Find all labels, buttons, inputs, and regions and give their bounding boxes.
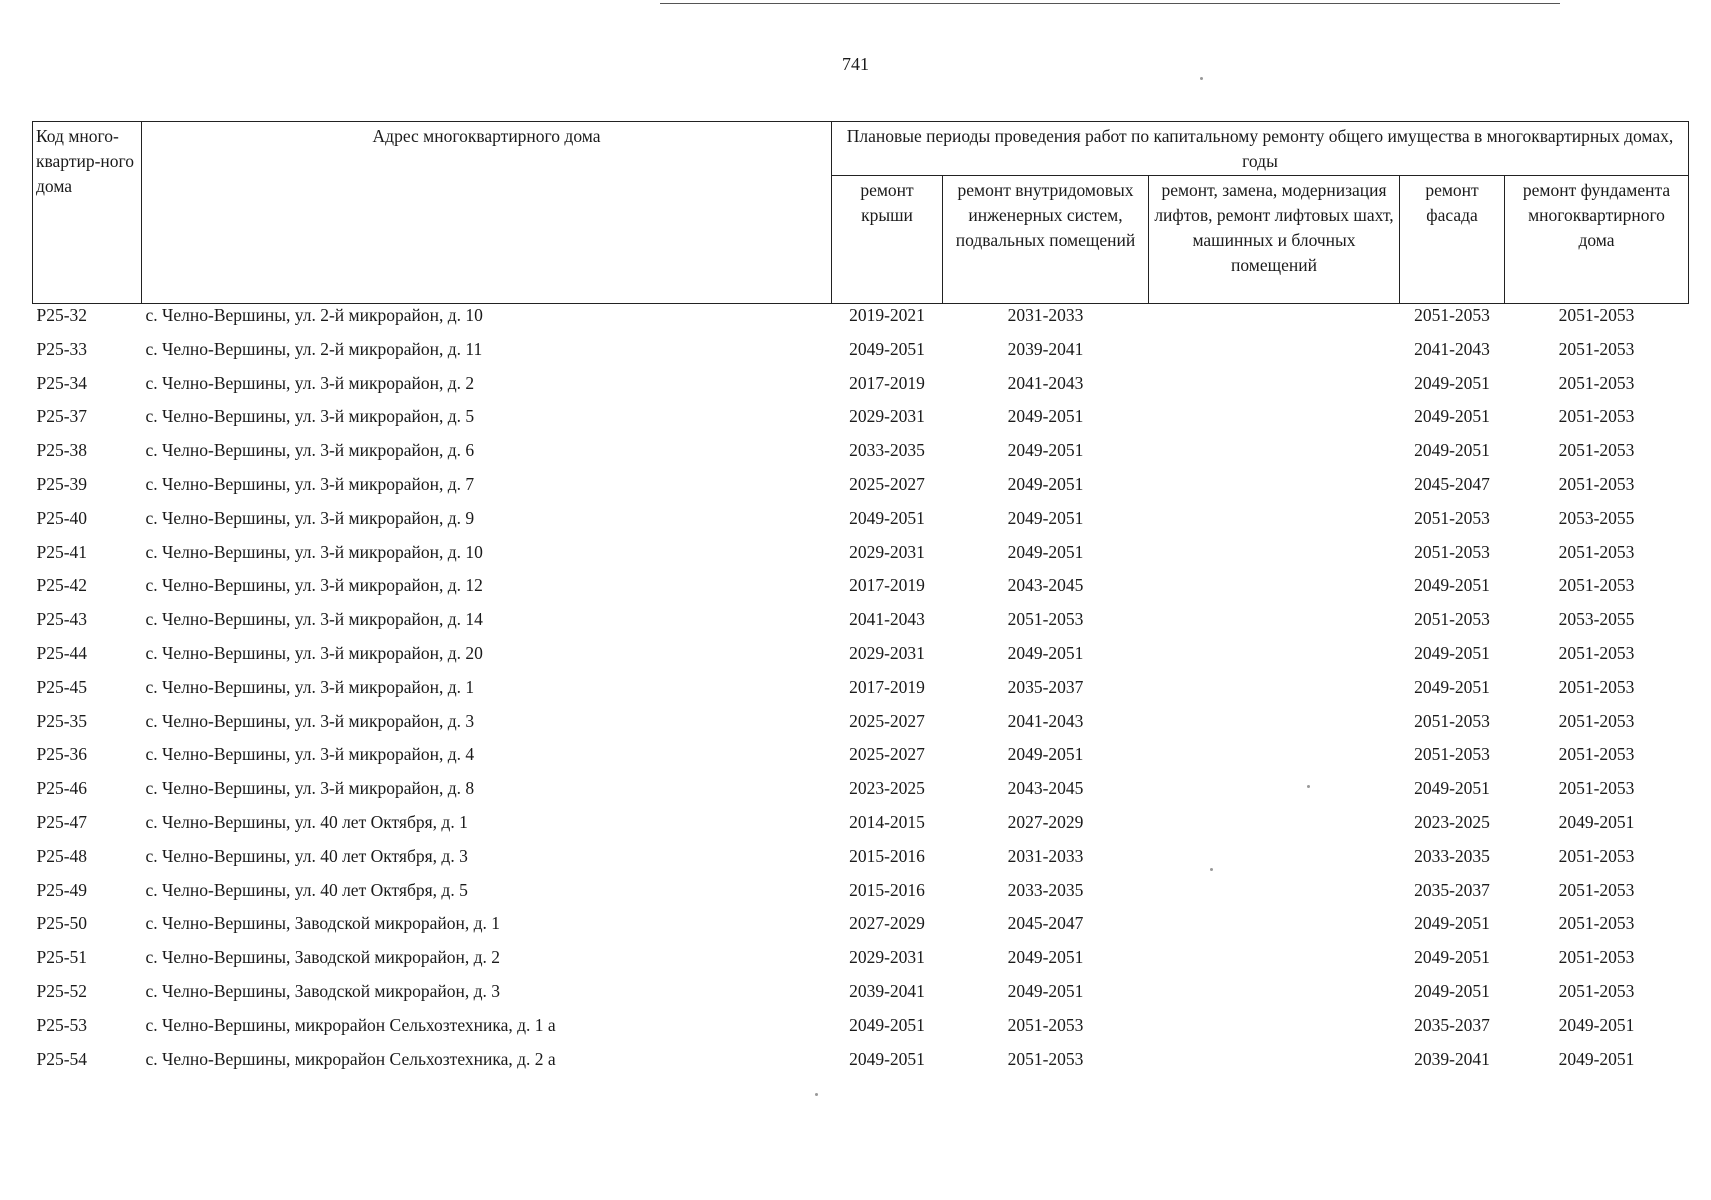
table-row [33, 340, 1689, 374]
engineering-period: 2041-2043 [1007, 710, 1084, 731]
roof-period: 2023-2025 [849, 778, 925, 799]
house-address: с. Челно-Вершины, микрорайон Сельхозтехника, д. 2 а [145, 1048, 556, 1069]
roof-period: 2017-2019 [849, 575, 925, 596]
house-code: Р25-35 [36, 710, 88, 731]
facade-period: 2023-2025 [1414, 811, 1490, 832]
elevator-period [1149, 678, 1400, 712]
table-row [33, 982, 1689, 1016]
engineering-period: 2049-2051 [1007, 541, 1084, 562]
house-code: Р25-33 [36, 338, 88, 359]
foundation-period: 2051-2053 [1558, 980, 1635, 1001]
roof-period: 2049-2051 [849, 1014, 925, 1035]
facade-period: 2049-2051 [1414, 642, 1490, 663]
house-code: Р25-41 [36, 541, 88, 562]
table-row [33, 407, 1689, 441]
foundation-period: 2049-2051 [1558, 1014, 1635, 1035]
engineering-period: 2051-2053 [1007, 609, 1084, 630]
table-row [33, 847, 1689, 881]
elevator-period [1149, 509, 1400, 543]
facade-period: 2049-2051 [1414, 947, 1490, 968]
engineering-period: 2039-2041 [1007, 338, 1084, 359]
facade-period: 2041-2043 [1414, 338, 1490, 359]
foundation-period: 2051-2053 [1558, 338, 1635, 359]
elevator-period [1149, 475, 1400, 509]
house-code: Р25-42 [36, 575, 88, 596]
house-code: Р25-44 [36, 642, 88, 663]
house-code: Р25-43 [36, 609, 88, 630]
house-code: Р25-53 [36, 1014, 88, 1035]
house-code: Р25-47 [36, 811, 88, 832]
foundation-period: 2053-2055 [1558, 507, 1635, 528]
facade-period: 2049-2051 [1414, 440, 1490, 461]
house-address: с. Челно-Вершины, ул. 3-й микрорайон, д. 8 [145, 778, 475, 799]
scan-speck [1210, 868, 1213, 871]
facade-period: 2033-2035 [1414, 845, 1490, 866]
facade-period: 2039-2041 [1414, 1048, 1490, 1069]
roof-period: 2027-2029 [849, 913, 925, 934]
facade-period: 2049-2051 [1414, 980, 1490, 1001]
elevator-period [1149, 1016, 1400, 1050]
elevator-period [1149, 881, 1400, 915]
roof-period: 2049-2051 [849, 507, 925, 528]
scan-speck [815, 1093, 818, 1096]
engineering-period: 2031-2033 [1007, 845, 1084, 866]
table-row [33, 1016, 1689, 1050]
engineering-period: 2049-2051 [1007, 440, 1084, 461]
facade-period: 2049-2051 [1414, 372, 1490, 393]
table-row [33, 576, 1689, 610]
facade-period: 2049-2051 [1414, 406, 1490, 427]
engineering-period: 2035-2037 [1007, 676, 1084, 697]
header-facade-repair: ремонт фасада [1400, 176, 1505, 304]
roof-period: 2025-2027 [849, 744, 925, 765]
engineering-period: 2045-2047 [1007, 913, 1084, 934]
foundation-period: 2051-2053 [1558, 406, 1635, 427]
house-address: с. Челно-Вершины, ул. 3-й микрорайон, д. 3 [145, 710, 475, 731]
house-code: Р25-39 [36, 473, 88, 494]
scan-speck [1307, 785, 1310, 788]
foundation-period: 2051-2053 [1558, 710, 1635, 731]
engineering-period: 2049-2051 [1007, 744, 1084, 765]
house-code: Р25-36 [36, 744, 88, 765]
table-row [33, 813, 1689, 847]
roof-period: 2049-2051 [849, 338, 925, 359]
engineering-period: 2043-2045 [1007, 778, 1084, 799]
roof-period: 2029-2031 [849, 406, 925, 427]
house-address: с. Челно-Вершины, Заводской микрорайон, д. 1 [145, 913, 501, 934]
header-engineering-repair: ремонт внутридомовых инженерных систем, подвальных помещений [943, 176, 1149, 304]
roof-period: 2025-2027 [849, 710, 925, 731]
foundation-period: 2051-2053 [1558, 372, 1635, 393]
elevator-period [1149, 813, 1400, 847]
elevator-period [1149, 543, 1400, 577]
house-code: Р25-54 [36, 1048, 88, 1069]
house-code: Р25-46 [36, 778, 88, 799]
foundation-period: 2051-2053 [1558, 305, 1635, 325]
header-house-code: Код много-квартир-ного дома [33, 122, 142, 304]
facade-period: 2051-2053 [1414, 609, 1490, 630]
house-address: с. Челно-Вершины, микрорайон Сельхозтехника, д. 1 а [145, 1014, 556, 1035]
engineering-period: 2049-2051 [1007, 980, 1084, 1001]
elevator-period [1149, 374, 1400, 408]
house-code: Р25-38 [36, 440, 88, 461]
house-address: с. Челно-Вершины, ул. 3-й микрорайон, д. 12 [145, 575, 483, 596]
table-row [33, 712, 1689, 746]
roof-period: 2015-2016 [849, 879, 925, 900]
header-roof-repair: ремонт крыши [832, 176, 943, 304]
table-row [33, 543, 1689, 577]
house-code: Р25-49 [36, 879, 88, 900]
roof-period: 2017-2019 [849, 372, 925, 393]
engineering-period: 2049-2051 [1007, 642, 1084, 663]
elevator-period [1149, 644, 1400, 678]
engineering-period: 2049-2051 [1007, 947, 1084, 968]
elevator-period [1149, 914, 1400, 948]
facade-period: 2049-2051 [1414, 778, 1490, 799]
elevator-period [1149, 712, 1400, 746]
facade-period: 2051-2053 [1414, 710, 1490, 731]
house-address: с. Челно-Вершины, ул. 3-й микрорайон, д. 5 [145, 406, 475, 427]
foundation-period: 2051-2053 [1558, 440, 1635, 461]
house-address: с. Челно-Вершины, Заводской микрорайон, д. 2 [145, 947, 501, 968]
facade-period: 2035-2037 [1414, 1014, 1490, 1035]
house-address: с. Челно-Вершины, ул. 3-й микрорайон, д. 2 [145, 372, 475, 393]
house-code: Р25-48 [36, 845, 88, 866]
elevator-period [1149, 304, 1400, 340]
house-code: Р25-45 [36, 676, 88, 697]
roof-period: 2025-2027 [849, 473, 925, 494]
table-row [33, 441, 1689, 475]
foundation-period: 2051-2053 [1558, 778, 1635, 799]
elevator-period [1149, 779, 1400, 813]
house-code: Р25-51 [36, 947, 88, 968]
roof-period: 2017-2019 [849, 676, 925, 697]
table-row [33, 745, 1689, 779]
facade-period: 2049-2051 [1414, 676, 1490, 697]
foundation-period: 2053-2055 [1558, 609, 1635, 630]
house-address: с. Челно-Вершины, ул. 3-й микрорайон, д. 20 [145, 642, 483, 663]
elevator-period [1149, 610, 1400, 644]
house-code: Р25-50 [36, 913, 88, 934]
elevator-period [1149, 847, 1400, 881]
page-number: 741 [842, 54, 869, 74]
facade-period: 2051-2053 [1414, 507, 1490, 528]
table-row [33, 374, 1689, 408]
facade-period: 2051-2053 [1414, 541, 1490, 562]
table-row [33, 475, 1689, 509]
roof-period: 2039-2041 [849, 980, 925, 1001]
facade-period: 2049-2051 [1414, 575, 1490, 596]
house-address: с. Челно-Вершины, ул. 3-й микрорайон, д. 4 [145, 744, 475, 765]
house-code: Р25-40 [36, 507, 88, 528]
table-row [33, 881, 1689, 915]
header-foundation-repair: ремонт фундамента многоквартирного дома [1505, 176, 1689, 304]
house-address: с. Челно-Вершины, ул. 2-й микрорайон, д. 11 [145, 338, 483, 359]
engineering-period: 2043-2045 [1007, 575, 1084, 596]
roof-period: 2029-2031 [849, 947, 925, 968]
elevator-period [1149, 948, 1400, 982]
engineering-period: 2049-2051 [1007, 473, 1084, 494]
house-address: с. Челно-Вершины, ул. 40 лет Октября, д. 5 [145, 879, 468, 900]
foundation-period: 2051-2053 [1558, 947, 1635, 968]
foundation-period: 2051-2053 [1558, 879, 1635, 900]
scan-speck [1200, 77, 1203, 80]
roof-period: 2014-2015 [849, 811, 925, 832]
table-body [33, 304, 1689, 1084]
table-row [33, 948, 1689, 982]
engineering-period: 2033-2035 [1007, 879, 1084, 900]
facade-period: 2045-2047 [1414, 473, 1490, 494]
engineering-period: 2049-2051 [1007, 507, 1084, 528]
elevator-period [1149, 407, 1400, 441]
roof-period: 2015-2016 [849, 845, 925, 866]
table-row [33, 304, 1689, 340]
roof-period: 2019-2021 [849, 305, 925, 325]
engineering-period: 2051-2053 [1007, 1048, 1084, 1069]
elevator-period [1149, 340, 1400, 374]
foundation-period: 2051-2053 [1558, 575, 1635, 596]
foundation-period: 2051-2053 [1558, 541, 1635, 562]
facade-period: 2051-2053 [1414, 744, 1490, 765]
elevator-period [1149, 1050, 1400, 1084]
house-address: с. Челно-Вершины, ул. 3-й микрорайон, д. 7 [145, 473, 475, 494]
house-code: Р25-32 [36, 305, 88, 325]
house-address: с. Челно-Вершины, ул. 3-й микрорайон, д. 14 [145, 609, 483, 630]
engineering-period: 2051-2053 [1007, 1014, 1084, 1035]
house-address: с. Челно-Вершины, ул. 3-й микрорайон, д. 1 [145, 676, 475, 697]
header-planned-periods: Плановые периоды проведения работ по капитальному ремонту общего имущества в многоквартирных домах, годы [832, 122, 1689, 176]
house-code: Р25-37 [36, 406, 88, 427]
facade-period: 2035-2037 [1414, 879, 1490, 900]
foundation-period: 2049-2051 [1558, 811, 1635, 832]
house-address: с. Челно-Вершины, ул. 3-й микрорайон, д. 6 [145, 440, 475, 461]
house-address: с. Челно-Вершины, ул. 3-й микрорайон, д. 10 [145, 541, 483, 562]
header-address: Адрес многоквартирного дома [142, 122, 832, 304]
elevator-period [1149, 982, 1400, 1016]
elevator-period [1149, 441, 1400, 475]
roof-period: 2041-2043 [849, 609, 925, 630]
elevator-period [1149, 576, 1400, 610]
roof-period: 2033-2035 [849, 440, 925, 461]
roof-period: 2049-2051 [849, 1048, 925, 1069]
table-row [33, 779, 1689, 813]
house-address: с. Челно-Вершины, ул. 40 лет Октября, д. 1 [145, 811, 468, 832]
elevator-period [1149, 745, 1400, 779]
foundation-period: 2051-2053 [1558, 744, 1635, 765]
facade-period: 2049-2051 [1414, 913, 1490, 934]
house-code: Р25-52 [36, 980, 88, 1001]
engineering-period: 2027-2029 [1007, 811, 1084, 832]
foundation-period: 2051-2053 [1558, 676, 1635, 697]
table-row [33, 644, 1689, 678]
engineering-period: 2049-2051 [1007, 406, 1084, 427]
foundation-period: 2049-2051 [1558, 1048, 1635, 1069]
house-address: с. Челно-Вершины, Заводской микрорайон, д. 3 [145, 980, 501, 1001]
foundation-period: 2051-2053 [1558, 642, 1635, 663]
table-row [33, 610, 1689, 644]
foundation-period: 2051-2053 [1558, 913, 1635, 934]
table-row [33, 678, 1689, 712]
engineering-period: 2031-2033 [1007, 305, 1084, 325]
house-address: с. Челно-Вершины, ул. 3-й микрорайон, д. 9 [145, 507, 475, 528]
table-row [33, 914, 1689, 948]
house-address: с. Челно-Вершины, ул. 40 лет Октября, д. 3 [145, 845, 468, 866]
roof-period: 2029-2031 [849, 541, 925, 562]
foundation-period: 2051-2053 [1558, 473, 1635, 494]
roof-period: 2029-2031 [849, 642, 925, 663]
engineering-period: 2041-2043 [1007, 372, 1084, 393]
house-address: с. Челно-Вершины, ул. 2-й микрорайон, д. 10 [145, 305, 483, 325]
facade-period: 2051-2053 [1414, 305, 1490, 325]
house-code: Р25-34 [36, 372, 88, 393]
header-elevator-repair: ремонт, замена, модернизация лифтов, ремонт лифтовых шахт, машинных и блочных помещений [1149, 176, 1400, 304]
capital-repair-schedule-table [32, 121, 1689, 1083]
table-row [33, 1050, 1689, 1084]
scan-top-rule [660, 3, 1560, 4]
foundation-period: 2051-2053 [1558, 845, 1635, 866]
table-row [33, 509, 1689, 543]
